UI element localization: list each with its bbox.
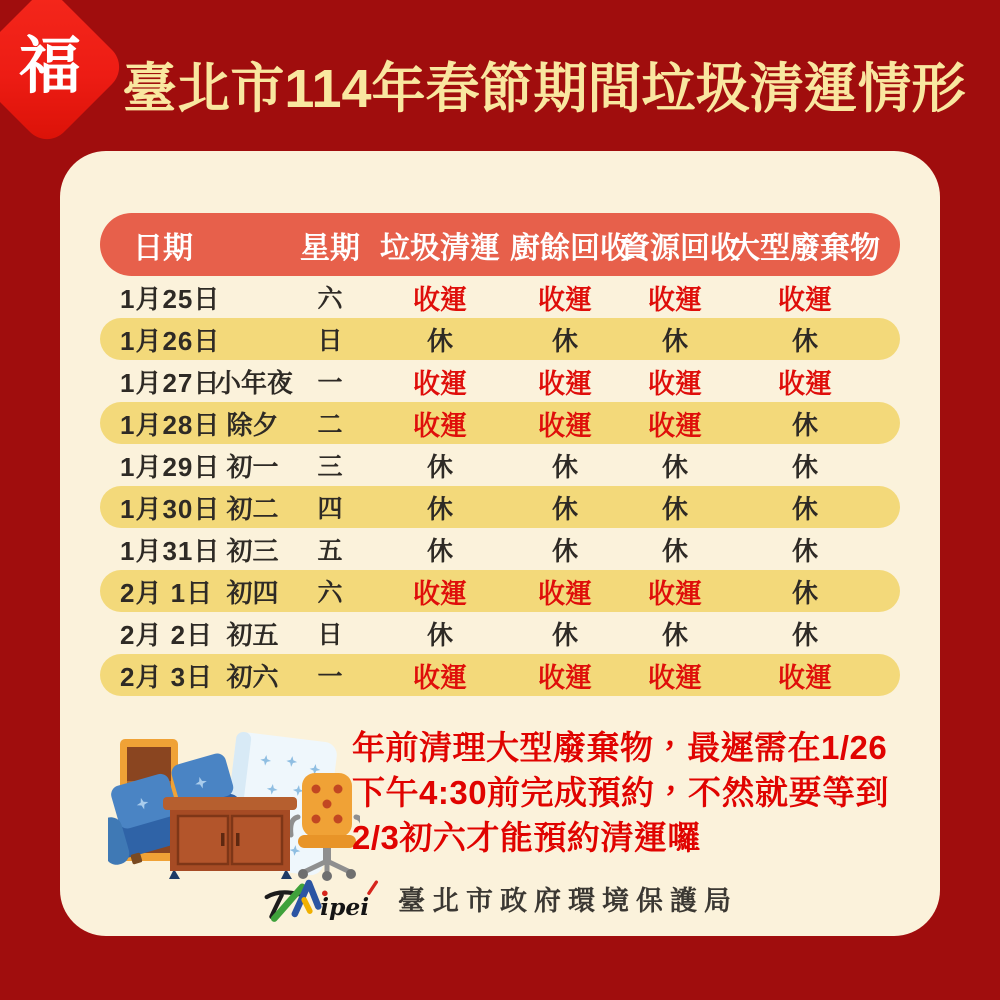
row-festival: 初四 bbox=[226, 577, 279, 608]
table-row bbox=[100, 528, 900, 570]
table-row bbox=[100, 570, 900, 612]
col-header-bulky-waste: 大型廢棄物 bbox=[730, 231, 880, 265]
row-weekday: 四 bbox=[317, 495, 343, 523]
table-row bbox=[100, 612, 900, 654]
row-garbage-status: 休 bbox=[426, 325, 453, 356]
row-bulky-waste-status: 收運 bbox=[778, 284, 832, 315]
row-bulky-waste-status: 收運 bbox=[778, 368, 832, 399]
fu-badge bbox=[0, 9, 105, 125]
row-garbage-status: 收運 bbox=[413, 368, 467, 399]
table-row bbox=[100, 444, 900, 486]
row-kitchen-waste-status: 收運 bbox=[538, 662, 592, 693]
row-garbage-status: 收運 bbox=[413, 578, 467, 609]
row-bulky-waste-status: 休 bbox=[791, 619, 818, 650]
row-weekday: 六 bbox=[317, 285, 343, 313]
row-bulky-waste-status: 休 bbox=[791, 493, 818, 524]
row-date: 1月25日 bbox=[120, 283, 221, 314]
schedule-rows bbox=[100, 276, 900, 696]
note-text bbox=[352, 725, 918, 861]
note-line: 年前清理大型廢棄物，最遲需在1/26 bbox=[352, 729, 888, 766]
row-weekday: 五 bbox=[317, 537, 343, 565]
row-recycling-status: 休 bbox=[661, 451, 688, 482]
row-recycling-status: 休 bbox=[661, 325, 688, 356]
row-bulky-waste-status: 休 bbox=[791, 409, 818, 440]
table-row bbox=[100, 318, 900, 360]
row-recycling-status: 收運 bbox=[648, 578, 702, 609]
fu-character: 福 bbox=[18, 32, 81, 101]
row-recycling-status: 休 bbox=[661, 619, 688, 650]
row-festival: 除夕 bbox=[226, 409, 279, 440]
row-garbage-status: 收運 bbox=[413, 662, 467, 693]
bulky-waste-furniture-illustration bbox=[108, 723, 360, 881]
footer bbox=[60, 869, 940, 927]
row-recycling-status: 休 bbox=[661, 493, 688, 524]
table-row bbox=[100, 402, 900, 444]
row-festival: 初三 bbox=[226, 535, 279, 566]
table-row bbox=[100, 276, 900, 318]
row-kitchen-waste-status: 收運 bbox=[538, 284, 592, 315]
col-header-garbage: 垃圾清運 bbox=[380, 231, 500, 265]
row-kitchen-waste-status: 收運 bbox=[538, 410, 592, 441]
row-weekday: 三 bbox=[317, 453, 343, 481]
row-weekday: 日 bbox=[317, 327, 343, 355]
row-bulky-waste-status: 休 bbox=[791, 535, 818, 566]
row-kitchen-waste-status: 休 bbox=[551, 535, 578, 566]
svg-text:ipei: ipei bbox=[320, 892, 370, 921]
taipei-city-logo bbox=[262, 871, 382, 925]
row-weekday: 一 bbox=[317, 663, 343, 691]
row-festival: 小年夜 bbox=[215, 367, 294, 398]
note-line: 2/3初六才能預約清運囉 bbox=[352, 819, 701, 857]
table-row bbox=[100, 486, 900, 528]
row-weekday: 日 bbox=[317, 621, 343, 649]
footer-org: 臺北市政府環境保護局 bbox=[398, 885, 738, 916]
row-date: 1月26日 bbox=[120, 325, 221, 356]
row-date: 1月27日 bbox=[120, 367, 221, 398]
row-date: 1月28日 bbox=[120, 409, 221, 440]
row-garbage-status: 休 bbox=[426, 493, 453, 524]
row-date: 1月30日 bbox=[120, 493, 221, 524]
row-recycling-status: 收運 bbox=[648, 368, 702, 399]
row-garbage-status: 收運 bbox=[413, 284, 467, 315]
col-header-date: 日期 bbox=[133, 231, 193, 265]
row-recycling-status: 休 bbox=[661, 535, 688, 566]
col-header-kitchen-waste: 廚餘回收 bbox=[510, 231, 630, 265]
row-kitchen-waste-status: 收運 bbox=[538, 368, 592, 399]
table-header bbox=[100, 213, 900, 276]
row-weekday: 一 bbox=[317, 369, 343, 397]
row-kitchen-waste-status: 休 bbox=[551, 451, 578, 482]
row-date: 1月29日 bbox=[120, 451, 221, 482]
col-header-week: 星期 bbox=[300, 231, 360, 265]
row-kitchen-waste-status: 休 bbox=[551, 325, 578, 356]
cabinet-icon bbox=[163, 797, 297, 879]
row-festival: 初一 bbox=[226, 451, 279, 482]
schedule-card bbox=[60, 151, 940, 936]
row-garbage-status: 休 bbox=[426, 451, 453, 482]
row-bulky-waste-status: 收運 bbox=[778, 662, 832, 693]
row-bulky-waste-status: 休 bbox=[791, 451, 818, 482]
row-festival: 初五 bbox=[226, 619, 279, 650]
row-garbage-status: 收運 bbox=[413, 410, 467, 441]
note-line: 下午4:30前完成預約，不然就要等到 bbox=[352, 774, 890, 812]
row-kitchen-waste-status: 休 bbox=[551, 493, 578, 524]
row-garbage-status: 休 bbox=[426, 619, 453, 650]
page-title: 臺北市114年春節期間垃圾清運情形 bbox=[122, 59, 966, 119]
row-date: 2月 3日 bbox=[120, 661, 214, 692]
row-date: 2月 2日 bbox=[120, 619, 214, 650]
row-bulky-waste-status: 休 bbox=[791, 577, 818, 608]
table-row bbox=[100, 654, 900, 696]
row-weekday: 二 bbox=[317, 411, 343, 439]
row-recycling-status: 收運 bbox=[648, 410, 702, 441]
row-garbage-status: 休 bbox=[426, 535, 453, 566]
row-weekday: 六 bbox=[317, 579, 343, 607]
row-recycling-status: 收運 bbox=[648, 662, 702, 693]
row-date: 2月 1日 bbox=[120, 577, 214, 608]
row-recycling-status: 收運 bbox=[648, 284, 702, 315]
row-festival: 初二 bbox=[226, 493, 279, 524]
row-kitchen-waste-status: 休 bbox=[551, 619, 578, 650]
row-kitchen-waste-status: 收運 bbox=[538, 578, 592, 609]
row-date: 1月31日 bbox=[120, 535, 221, 566]
row-bulky-waste-status: 休 bbox=[791, 325, 818, 356]
table-row bbox=[100, 360, 900, 402]
row-festival: 初六 bbox=[226, 661, 279, 692]
col-header-recycling: 資源回收 bbox=[620, 231, 740, 265]
